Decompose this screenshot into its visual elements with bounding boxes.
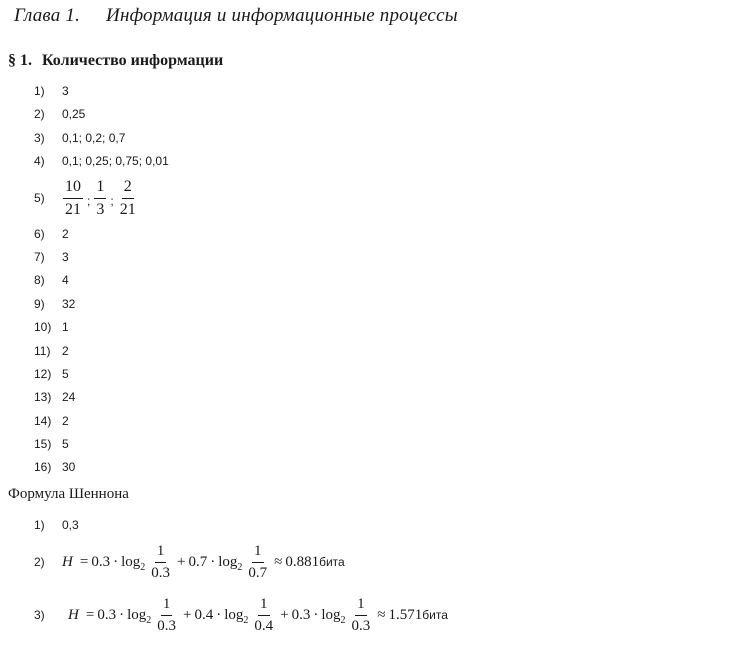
answer-value: 0,1; 0,2; 0,7 <box>62 130 126 145</box>
answer-item <box>34 246 169 269</box>
shannon-heading: Формула Шеннона <box>8 486 129 502</box>
term-log: log <box>218 553 238 570</box>
answer-number: 7) <box>34 249 45 264</box>
answer-number: 9) <box>34 296 45 311</box>
term-coef: 0.3 <box>291 606 311 623</box>
answer-item <box>34 103 169 126</box>
term-coef: 0.7 <box>188 553 208 570</box>
formula-equals: = <box>79 553 89 570</box>
answer-value: 2 <box>62 343 69 358</box>
answer-item <box>34 363 169 386</box>
term-plus: + <box>280 606 289 623</box>
answer-item <box>34 433 169 456</box>
term-log-base: 2 <box>340 614 346 626</box>
formula-approx: ≈ <box>274 553 283 570</box>
answer-value: 5 <box>62 437 69 452</box>
answer-number: 14) <box>34 413 52 428</box>
answer-item <box>34 223 169 246</box>
numerator: 10 <box>63 179 83 199</box>
answer-number: 2) <box>34 107 45 122</box>
answer-number: 13) <box>34 390 52 405</box>
fraction <box>149 544 172 581</box>
term-dot: · <box>216 606 222 623</box>
term-plus: + <box>176 553 186 570</box>
section-name: Количество информации <box>42 52 224 69</box>
answer-value: 30 <box>62 460 76 475</box>
fraction-answer <box>62 174 139 223</box>
answer-value: 0,1; 0,25; 0,75; 0,01 <box>62 154 169 169</box>
answer-number: 2) <box>34 555 45 569</box>
term-dot: · <box>313 606 319 623</box>
term-log: log <box>321 606 341 623</box>
answer-item <box>34 269 169 292</box>
answer-value: 24 <box>62 390 76 405</box>
term-log-base: 2 <box>237 561 243 573</box>
entropy-formula <box>68 597 448 634</box>
answer-value: 2 <box>62 226 69 241</box>
shannon-item <box>34 540 345 584</box>
fraction <box>155 597 178 634</box>
term-dot: · <box>210 553 216 570</box>
term-log-base: 2 <box>140 561 146 573</box>
term-log: log <box>121 553 141 570</box>
numerator: 1 <box>155 544 167 563</box>
fraction <box>350 597 373 634</box>
answer-number: 3) <box>34 130 45 145</box>
answer-item <box>34 386 169 409</box>
fraction <box>118 179 138 218</box>
answer-item <box>34 456 169 479</box>
separator: ; <box>87 193 91 208</box>
answer-value: 0,3 <box>62 518 79 532</box>
formula-unit: бита <box>422 608 448 622</box>
answer-value: 3 <box>62 84 69 98</box>
answer-item <box>34 150 169 173</box>
denominator: 0.3 <box>157 617 176 634</box>
term-coef: 0.3 <box>97 606 117 623</box>
answer-value: 2 <box>62 413 69 428</box>
denominator: 0.4 <box>254 617 274 634</box>
term-plus: + <box>182 606 192 623</box>
answer-value: 1 <box>62 320 69 335</box>
numerator: 1 <box>252 544 264 563</box>
fraction <box>252 597 275 634</box>
answer-number: 1) <box>34 518 45 532</box>
answer-number: 8) <box>34 273 45 288</box>
formula-equals: = <box>85 606 95 623</box>
numerator: 1 <box>161 597 173 616</box>
section-number: § 1. <box>8 52 32 69</box>
formula-variable: H <box>62 553 73 570</box>
answer-number: 12) <box>34 366 52 381</box>
numerator: 1 <box>94 179 106 199</box>
denominator: 0.7 <box>248 564 268 581</box>
numerator: 1 <box>258 597 270 616</box>
fraction <box>63 179 83 218</box>
fraction <box>246 544 269 581</box>
formula-unit: бита <box>319 555 345 569</box>
formula-result: 1.571 <box>388 606 423 623</box>
answer-number: 10) <box>34 320 52 335</box>
answer-value: 0,25 <box>62 107 86 122</box>
term-log-base: 2 <box>243 614 249 626</box>
formula-result: 0.881 <box>285 553 320 570</box>
answer-number: 16) <box>34 460 52 475</box>
denominator: 3 <box>96 200 105 218</box>
answer-item <box>34 80 169 103</box>
separator: ; <box>110 193 114 208</box>
answer-value: 3 <box>62 249 69 264</box>
shannon-item <box>34 515 79 535</box>
shannon-item <box>34 593 448 637</box>
fraction <box>94 179 106 218</box>
term-coef: 0.3 <box>91 553 111 570</box>
term-log: log <box>224 606 244 623</box>
denominator: 0.3 <box>351 617 371 634</box>
answer-number: 4) <box>34 154 45 169</box>
entropy-formula <box>62 544 345 581</box>
term-coef: 0.4 <box>194 606 214 623</box>
answer-item <box>34 293 169 316</box>
answer-number: 6) <box>34 226 45 241</box>
answer-value: 4 <box>62 273 69 288</box>
term-dot: · <box>113 553 119 570</box>
answer-item <box>34 127 169 150</box>
answer-item <box>34 410 169 433</box>
answer-number: 1) <box>34 84 45 98</box>
numerator: 1 <box>355 597 367 616</box>
answer-number: 11) <box>34 343 51 358</box>
term-log-base: 2 <box>146 614 152 626</box>
answer-value: 32 <box>62 296 76 311</box>
answer-number: 5) <box>34 190 45 205</box>
answer-item <box>34 316 169 339</box>
answer-number: 15) <box>34 437 52 452</box>
formula-variable: H <box>68 606 79 623</box>
term-log: log <box>127 606 147 623</box>
section-title <box>8 52 223 70</box>
chapter-name: Информация и информационные процессы <box>106 5 458 26</box>
answers-list <box>34 80 169 480</box>
chapter-number: Глава 1. <box>14 5 81 26</box>
formula-approx: ≈ <box>377 606 386 623</box>
answer-item <box>34 340 169 363</box>
term-dot: · <box>119 606 125 623</box>
answer-value: 5 <box>62 366 69 381</box>
denominator: 0.3 <box>151 564 170 581</box>
answer-number: 3) <box>34 608 45 622</box>
answer-item <box>34 174 169 223</box>
numerator: 2 <box>122 179 134 199</box>
chapter-title <box>14 5 458 27</box>
denominator: 21 <box>65 200 81 218</box>
denominator: 21 <box>119 200 136 218</box>
